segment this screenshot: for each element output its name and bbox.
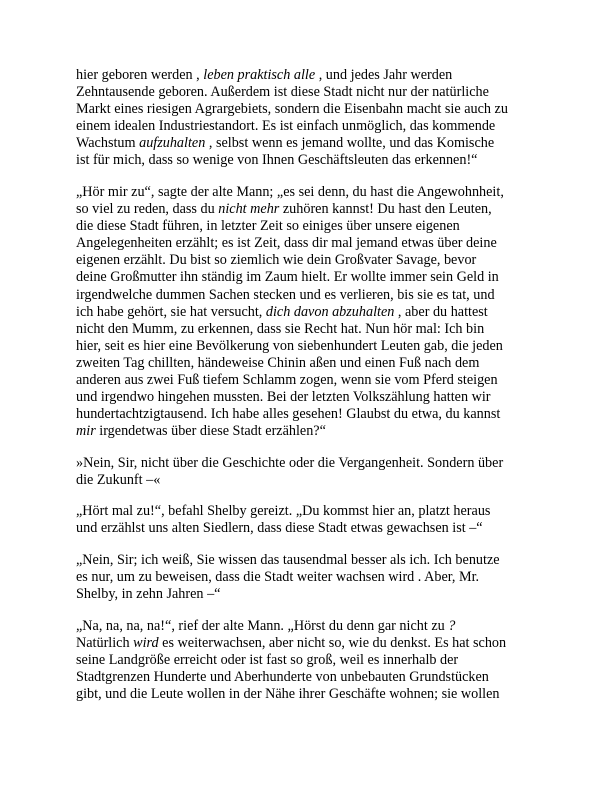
text-line (76, 135, 546, 152)
text-run: Wachstum (76, 135, 140, 152)
text-line (76, 472, 546, 489)
text-line (76, 201, 546, 218)
text-run: es nur, um zu beweisen, dass die Stadt weiter wachsen wird . Aber, Mr. (76, 569, 480, 585)
italic-text: ? (448, 617, 456, 634)
text-line (76, 552, 546, 569)
text-line (76, 520, 546, 537)
text-run: »Nein, Sir, nicht über die Geschichte oder die Vergangenheit. Sondern über (76, 454, 504, 471)
text-run: , und jedes Jahr werden (315, 67, 453, 83)
text-run: ich habe gehört, sie hat versucht, (76, 303, 266, 320)
text-run: , aber du hattest (394, 303, 488, 320)
text-run: gibt, und die Leute wollen in der Nähe ihrer Geschäfte wohnen; sie wollen (76, 685, 500, 702)
text-run: Markt eines riesigen Agrargebiets, sondern die Eisenbahn macht sie auch zu (76, 101, 508, 118)
text-run: Shelby, in zehn Jahren –“ (76, 586, 221, 603)
paragraph (76, 67, 546, 170)
text-run: Natürlich (76, 634, 134, 651)
text-line (76, 586, 546, 603)
text-line (76, 152, 546, 169)
text-line (76, 287, 546, 304)
text-line (76, 635, 546, 652)
text-run: es weiterwachsen, aber nicht so, wie du denkst. Es hat schon (158, 634, 507, 651)
text-line (76, 406, 546, 423)
text-run: „Na, na, na, na!“, rief der alte Mann. „Hörst du denn gar nicht zu (76, 617, 449, 634)
text-line (76, 304, 546, 321)
text-line (76, 235, 546, 252)
italic-text: leben praktisch alle (203, 67, 316, 83)
text-line (76, 84, 546, 101)
text-line (76, 503, 546, 520)
text-line (76, 252, 546, 269)
text-line (76, 455, 546, 472)
text-line (76, 372, 546, 389)
text-run: deine Großmutter ihn ständig im Zaum hielt. Er wollte immer sein Geld in (76, 269, 499, 286)
text-run: , selbst wenn es jemand wollte, und das Komische (205, 135, 495, 152)
text-line (76, 569, 546, 586)
text-line (76, 669, 546, 686)
text-run: seine Landgröße erreicht oder ist fast so groß, weil es innerhalb der (76, 651, 459, 668)
text-run: so viel zu reden, dass du (76, 201, 219, 218)
italic-text: mir (76, 423, 96, 440)
text-run: die diese Stadt führen, in letzter Zeit so einiges über unsere eigenen (76, 218, 460, 235)
document-page (76, 67, 546, 703)
text-line (76, 338, 546, 355)
paragraph (76, 455, 546, 489)
text-line (76, 618, 546, 635)
text-run: irgendwelche dummen Sachen stecken und es verlieren, bis sie es tat, und (76, 286, 495, 303)
paragraph (76, 503, 546, 537)
text-line (76, 321, 546, 338)
text-run: hier geboren werden , (76, 67, 204, 83)
text-line (76, 269, 546, 286)
text-line (76, 389, 546, 406)
text-line (76, 652, 546, 669)
text-run: zuhören kannst! Du hast den Leuten, (279, 201, 492, 218)
text-line (76, 118, 546, 135)
text-run: zweiten Tag chillten, händeweise Chinin aßen und einen Fuß nach dem (76, 354, 480, 371)
text-run: anderen aus zwei Fuß tiefem Schlamm zogen, wenn sie vom Pferd steigen (76, 371, 498, 388)
paragraph (76, 618, 546, 703)
paragraph (76, 552, 546, 603)
text-line (76, 67, 546, 84)
italic-text: nicht mehr (218, 201, 280, 218)
text-run: einem idealen Industriestandort. Es ist einfach unmöglich, das kommende (76, 118, 496, 135)
text-line (76, 101, 546, 118)
text-run: „Hör mir zu“, sagte der alte Mann; „es sei denn, du hast die Angewohnheit, (76, 183, 504, 200)
text-line (76, 423, 546, 440)
text-run: die Zukunft –« (76, 471, 161, 488)
italic-text: dich davon abzuhalten (265, 303, 395, 320)
text-run: „Nein, Sir; ich weiß, Sie wissen das tausendmal besser als ich. Ich benutze (76, 551, 500, 568)
text-run: hundertachtzigtausend. Ich habe alles gesehen! Glaubst du etwa, du kannst (76, 406, 501, 423)
italic-text: aufzuhalten (139, 135, 206, 152)
text-run: Angelegenheiten erzählt; es ist Zeit, dass dir mal jemand etwas über deine (76, 235, 497, 252)
text-run: Zehntausende geboren. Außerdem ist diese Stadt nicht nur der natürliche (76, 84, 489, 101)
italic-text: wird (133, 634, 159, 651)
text-run: hier, seit es hier eine Bevölkerung von siebenhundert Leuten gab, die jeden (76, 337, 503, 354)
text-line (76, 686, 546, 703)
text-run: irgendetwas über diese Stadt erzählen?“ (95, 423, 326, 440)
text-run: und irgendwo hingehen mussten. Bei der letzten Volkszählung hatten wir (76, 389, 491, 406)
text-run: ist für mich, dass so wenige von Ihnen Geschäftsleuten das erkennen!“ (76, 152, 478, 169)
text-run: „Hört mal zu!“, befahl Shelby gereizt. „Du kommst hier an, platzt heraus (76, 503, 491, 520)
text-line (76, 355, 546, 372)
text-run: und erzählst uns alten Siedlern, dass diese Stadt etwas gewachsen ist –“ (76, 520, 483, 537)
text-run: eigenen erzählt. Du bist so ziemlich wie dein Großvater Savage, bevor (76, 252, 477, 269)
text-run: Stadtgrenzen Hunderte und Aberhunderte von unbebauten Grundstücken (76, 668, 489, 685)
text-line (76, 184, 546, 201)
text-run: nicht den Mumm, zu erkennen, dass sie Recht hat. Nun hör mal: Ich bin (76, 320, 485, 337)
text-line (76, 218, 546, 235)
paragraph (76, 184, 546, 440)
